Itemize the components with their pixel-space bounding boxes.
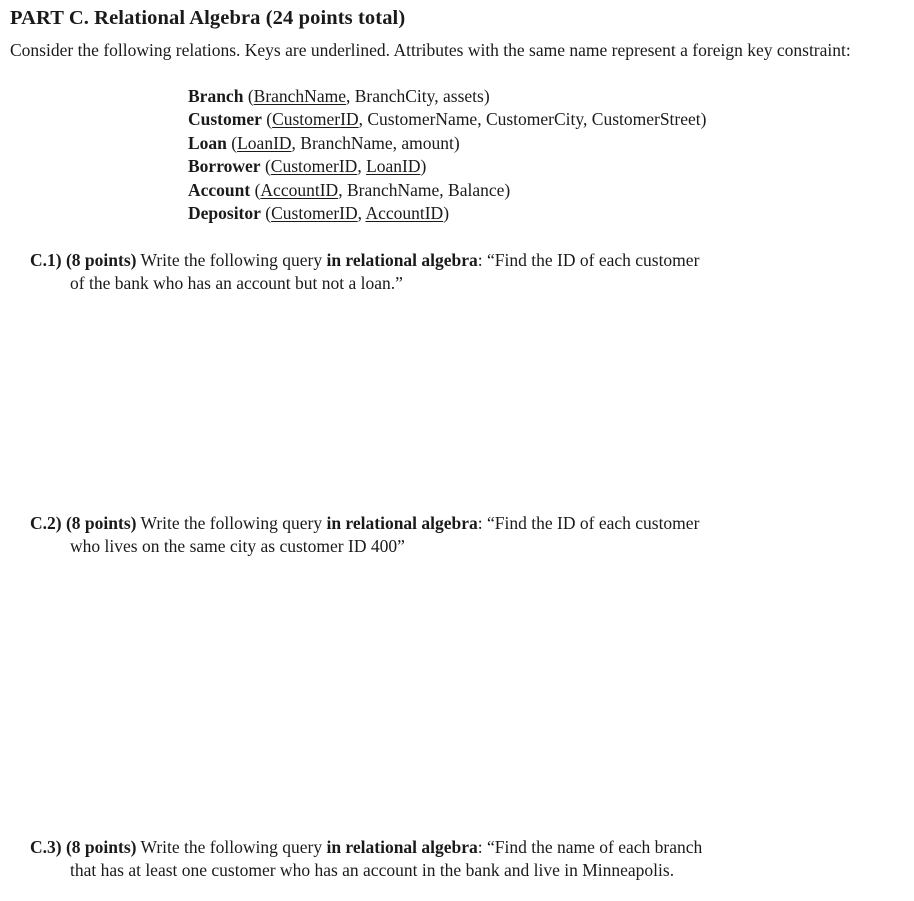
question-c1-pre: Write the following query (136, 250, 327, 270)
relation-customer (188, 108, 706, 131)
relation-name: Branch (188, 86, 244, 106)
attribute-separator: , (583, 109, 592, 130)
question-c2-line2: who lives on the same city as customer ID 400” (70, 536, 405, 556)
question-c3 (30, 836, 830, 882)
attribute: amount (401, 132, 454, 153)
relation-depositor (188, 202, 706, 225)
attribute: CustomerName (367, 109, 478, 130)
relations-list (188, 85, 706, 225)
question-c1-label: C.1) (8 points) (30, 250, 137, 270)
attribute-separator: , (358, 109, 368, 130)
question-c2 (30, 512, 830, 558)
part-title: PART C. Relational Algebra (24 points total) (10, 7, 406, 29)
attribute-separator: , (477, 109, 486, 130)
question-c2-line1 (30, 512, 830, 535)
relation-open-paren: ( (260, 156, 271, 177)
attribute: CustomerCity (485, 109, 584, 130)
question-c2-emphasis: in relational algebra (326, 513, 478, 533)
key-attribute: BranchName (253, 86, 346, 106)
key-attribute: AccountID (365, 202, 444, 223)
relation-close-paren: ) (700, 109, 707, 130)
question-c3-label: C.3) (8 points) (30, 837, 137, 857)
intro-paragraph: Consider the following relations. Keys are underlined. Attributes with the same name represent a foreign key constraint: (10, 40, 851, 60)
attribute: CustomerStreet (591, 109, 701, 130)
relation-name: Customer (188, 109, 262, 130)
attribute: Balance (448, 179, 505, 200)
relation-loan (188, 132, 706, 155)
relation-open-paren: ( (250, 179, 261, 200)
relation-name: Loan (188, 132, 227, 153)
question-c3-line2: that has at least one customer who has an account in the bank and live in Minneapolis. (70, 860, 675, 880)
attribute-separator: , (338, 179, 347, 200)
relation-open-paren: ( (261, 109, 273, 130)
question-c2-pre: Write the following query (136, 513, 327, 533)
key-attribute: LoanID (366, 156, 421, 177)
attribute-separator: , (439, 179, 449, 200)
attribute-separator: , (291, 132, 301, 153)
key-attribute: CustomerID (272, 109, 359, 130)
attribute-separator: , (357, 202, 366, 223)
relation-open-paren: ( (260, 202, 272, 223)
attribute: assets (443, 86, 484, 106)
relation-borrower (188, 155, 706, 178)
relation-name: Depositor (188, 202, 261, 223)
answer-space-c2[interactable] (30, 565, 890, 825)
question-c2-label: C.2) (8 points) (30, 513, 137, 533)
relation-close-paren: ) (504, 179, 511, 200)
key-attribute: CustomerID (271, 202, 358, 223)
key-attribute: CustomerID (270, 156, 358, 177)
relation-branch (188, 85, 706, 108)
question-c1-emphasis: in relational algebra (326, 250, 478, 270)
question-c1 (30, 249, 830, 295)
question-c1-line1 (30, 249, 830, 272)
question-c3-emphasis: in relational algebra (326, 837, 478, 857)
attribute: BranchCity (354, 86, 435, 106)
relation-close-paren: ) (443, 202, 450, 223)
question-c3-rest: : “Find the name of each branch (477, 837, 703, 857)
relation-open-paren: ( (243, 86, 254, 106)
attribute-separator: , (434, 86, 444, 106)
relation-name: Account (188, 179, 251, 200)
question-c3-pre: Write the following query (136, 837, 327, 857)
question-c2-rest: : “Find the ID of each customer (477, 513, 700, 533)
answer-space-c1[interactable] (30, 302, 890, 502)
attribute: BranchName (346, 179, 440, 200)
question-c1-rest: : “Find the ID of each customer (477, 250, 700, 270)
question-c1-line2: of the bank who has an account but not a loan.” (70, 273, 403, 293)
relation-account (188, 179, 706, 202)
attribute-separator: , (345, 86, 355, 106)
relation-open-paren: ( (226, 132, 238, 153)
relation-close-paren: ) (483, 86, 490, 106)
question-c3-line1 (30, 836, 830, 859)
attribute-separator: , (357, 156, 367, 177)
attribute-separator: , (392, 132, 402, 153)
relation-name: Borrower (188, 156, 261, 177)
key-attribute: LoanID (237, 132, 292, 153)
relation-close-paren: ) (453, 132, 460, 153)
key-attribute: AccountID (260, 179, 339, 200)
relation-close-paren: ) (420, 156, 427, 177)
attribute: BranchName (300, 132, 393, 153)
